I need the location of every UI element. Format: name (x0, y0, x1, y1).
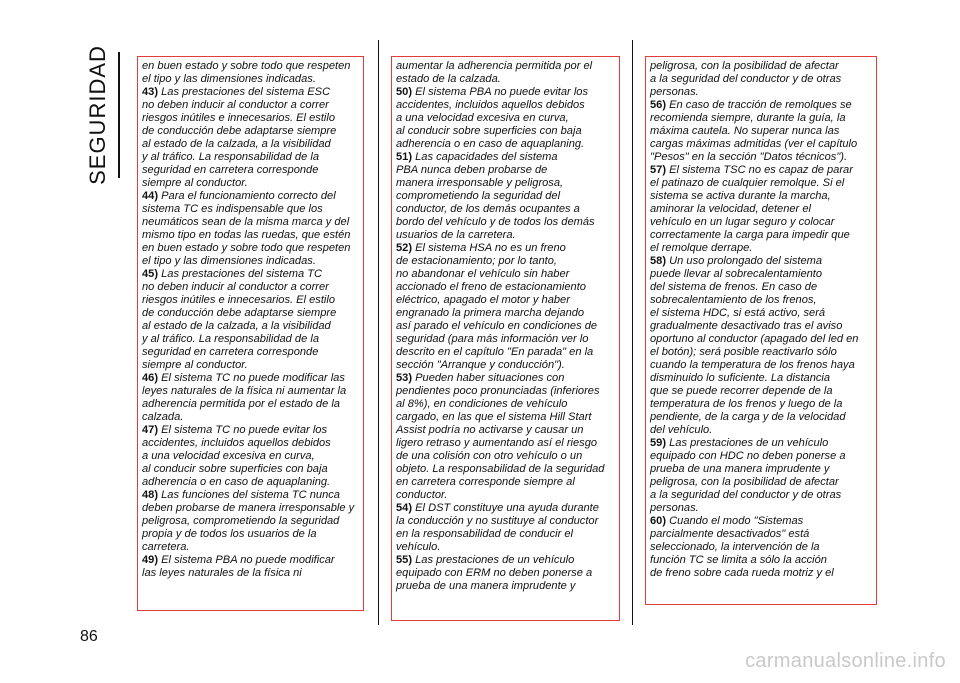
warning-paragraph (396, 242, 615, 372)
watermark: carmanualsonline.info (745, 650, 946, 672)
warning-text: Para el funcionamiento correcto del sistema TC es indispensable que los neumáticos sean de la misma marca y del mismo tipo en todas las ruedas, que estén en buen estado y sobre todo que respeten el tipo y las dimensiones indicadas. (142, 190, 351, 267)
warning-text: aumentar la adherencia permitida por el estado de la calzada. (396, 60, 593, 85)
warning-text: El sistema TC no puede modificar las leyes naturales de la física ni aumentar la adherencia permitida por el estado de la calzada. (142, 372, 347, 423)
warning-text: El sistema PBA no puede evitar los accidentes, incluidos aquellos debidos a una velocidad excesiva en curva, al conducir sobre superficies con baja adherencia o en caso de aquaplaning. (396, 86, 589, 150)
warning-number: 56) (650, 99, 667, 111)
warning-paragraph (142, 372, 359, 424)
warning-number: 46) (142, 372, 159, 384)
page-number: 86 (80, 628, 98, 645)
warning-number: 53) (396, 372, 413, 384)
warning-number: 60) (650, 515, 667, 527)
warning-text: El sistema TSC no es capaz de parar el patinazo de cualquier remolque. Si el sistema se activa durante la marcha, aminorar la velocidad, detener el vehículo en un lugar seguro y colocar correctamente la carga para impedir que el remolque derrape. (650, 164, 853, 254)
warning-paragraph (396, 502, 615, 554)
warning-text: Las prestaciones del sistema ESC no deben inducir al conductor a correr riesgos inútiles e innecesarios. El estilo de conducción debe adaptarse siempre al estado de la calzada, a la visibilidad y al tráfico. La responsabilidad de la seguridad en carretera corresponde siempre al conductor. (142, 86, 337, 189)
warning-paragraph (650, 255, 872, 437)
warnings-column-2 (391, 56, 620, 621)
warning-paragraph (396, 554, 615, 593)
warning-number: 47) (142, 424, 159, 436)
warning-text: Las prestaciones de un vehículo equipado con HDC no deben ponerse a prueba de una manera imprudente y peligrosa, con la posibilidad de afectar a la seguridad del conductor y de otras personas. (650, 437, 846, 514)
warning-number: 43) (142, 86, 159, 98)
warning-number: 58) (650, 255, 667, 267)
warning-paragraph (142, 60, 359, 86)
warning-text: Las capacidades del sistema PBA nunca deben probarse de manera irresponsable y peligrosa, comprometiendo la seguridad del conductor, de los demás ocupantes a bordo del vehículo y de todos los demás usuarios de la carretera. (396, 151, 595, 241)
warning-paragraph (142, 86, 359, 190)
warning-paragraph (142, 489, 359, 554)
warning-paragraph (396, 86, 615, 151)
warning-number: 45) (142, 268, 159, 280)
warning-number: 52) (396, 242, 413, 254)
warning-text: Un uso prolongado del sistema puede llevar al sobrecalentamiento del sistema de frenos. En caso de sobrecalentamiento de los frenos, el sistema HDC, si está activo, será gradualmente desactivado tras el aviso oportuno al conductor (apagado del led en el botón); será posible reactivarlo sólo cuando la temperatura de los frenos haya disminuido lo suficiente. La distancia que se puede recorrer depende de la temperatura de los frenos y luego de la pendiente, de la carga y de la velocidad del vehículo. (650, 255, 859, 436)
warning-paragraph (650, 60, 872, 99)
warning-text: Pueden haber situaciones con pendientes poco pronunciadas (inferiores al 8%), en condiciones de vehículo cargado, en las que el sistema Hill Start Assist podría no activarse y causar un ligero retraso y aumentando así el riesgo de una colisión con otro vehículo o un objeto. La responsabilidad de la seguridad en carretera corresponde siempre al conductor. (396, 372, 605, 501)
warning-number: 50) (396, 86, 413, 98)
warning-text: El sistema TC no puede evitar los accidentes, incluidos aquellos debidos a una velocidad excesiva en curva, al conducir sobre superficies con baja adherencia o en caso de aquaplaning. (142, 424, 331, 488)
column-separator (378, 40, 379, 625)
warning-paragraph (650, 437, 872, 515)
warning-text: El DST constituye una ayuda durante la conducción y no sustituye al conductor en la responsabilidad de conducir el vehículo. (396, 502, 599, 553)
warning-paragraph (396, 151, 615, 242)
warning-paragraph (142, 554, 359, 580)
warning-number: 48) (142, 489, 159, 501)
section-title (78, 45, 118, 185)
warning-number: 51) (396, 151, 413, 163)
header-rule (118, 52, 120, 178)
warning-text: El sistema PBA no puede modificar las leyes naturales de la física ni (142, 554, 335, 579)
warning-text: peligrosa, con la posibilidad de afectar a la seguridad del conductor y de otras personas. (650, 60, 842, 98)
warning-number: 55) (396, 554, 413, 566)
warning-paragraph (142, 268, 359, 372)
warnings-column-1 (137, 56, 364, 611)
warning-text: El sistema HSA no es un freno de estacionamiento; por lo tanto, no abandonar el vehículo sin haber accionado el freno de estacionamiento eléctrico, apagado el motor y haber engranado la primera marcha dejando así parado el vehículo en condiciones de seguridad (para más información ver lo descrito en el capítulo "En parada" en la sección "Arranque y conducción"). (396, 242, 598, 371)
warning-text: Cuando el modo "Sistemas parcialmente desactivados" está seleccionado, la intervención de la función TC se limita a sólo la acción de freno sobre cada rueda motriz y el (650, 515, 834, 579)
warning-text: Las prestaciones del sistema TC no deben inducir al conductor a correr riesgos inútiles e innecesarios. El estilo de conducción debe adaptarse siempre al estado de la calzada, a la visibilidad y al tráfico. La responsabilidad de la seguridad en carretera corresponde siempre al conductor. (142, 268, 337, 371)
warning-paragraph (396, 372, 615, 502)
warnings-column-3 (645, 56, 877, 605)
warning-text: en buen estado y sobre todo que respeten el tipo y las dimensiones indicadas. (142, 60, 351, 85)
warning-paragraph (396, 60, 615, 86)
warning-number: 54) (396, 502, 413, 514)
section-title-text: SEGURIDAD (85, 45, 111, 185)
warning-number: 59) (650, 437, 667, 449)
warning-number: 57) (650, 164, 667, 176)
warning-paragraph (142, 190, 359, 268)
warning-paragraph (650, 99, 872, 164)
warning-paragraph (650, 164, 872, 255)
warning-number: 49) (142, 554, 159, 566)
warning-text: Las funciones del sistema TC nunca deben probarse de manera irresponsable y peligrosa, comprometiendo la seguridad propia y de todos los usuarios de la carretera. (142, 489, 355, 553)
warning-number: 44) (142, 190, 159, 202)
warning-text: En caso de tracción de remolques se recomienda siempre, durante la guía, la máxima cautela. No superar nunca las cargas máximas admitidas (ver el capítulo "Pesos" en la sección "Datos técnicos"). (650, 99, 858, 163)
warning-text: Las prestaciones de un vehículo equipado con ERM no deben ponerse a prueba de una manera imprudente y (396, 554, 593, 592)
warning-paragraph (650, 515, 872, 580)
warning-paragraph (142, 424, 359, 489)
column-separator (632, 40, 633, 625)
